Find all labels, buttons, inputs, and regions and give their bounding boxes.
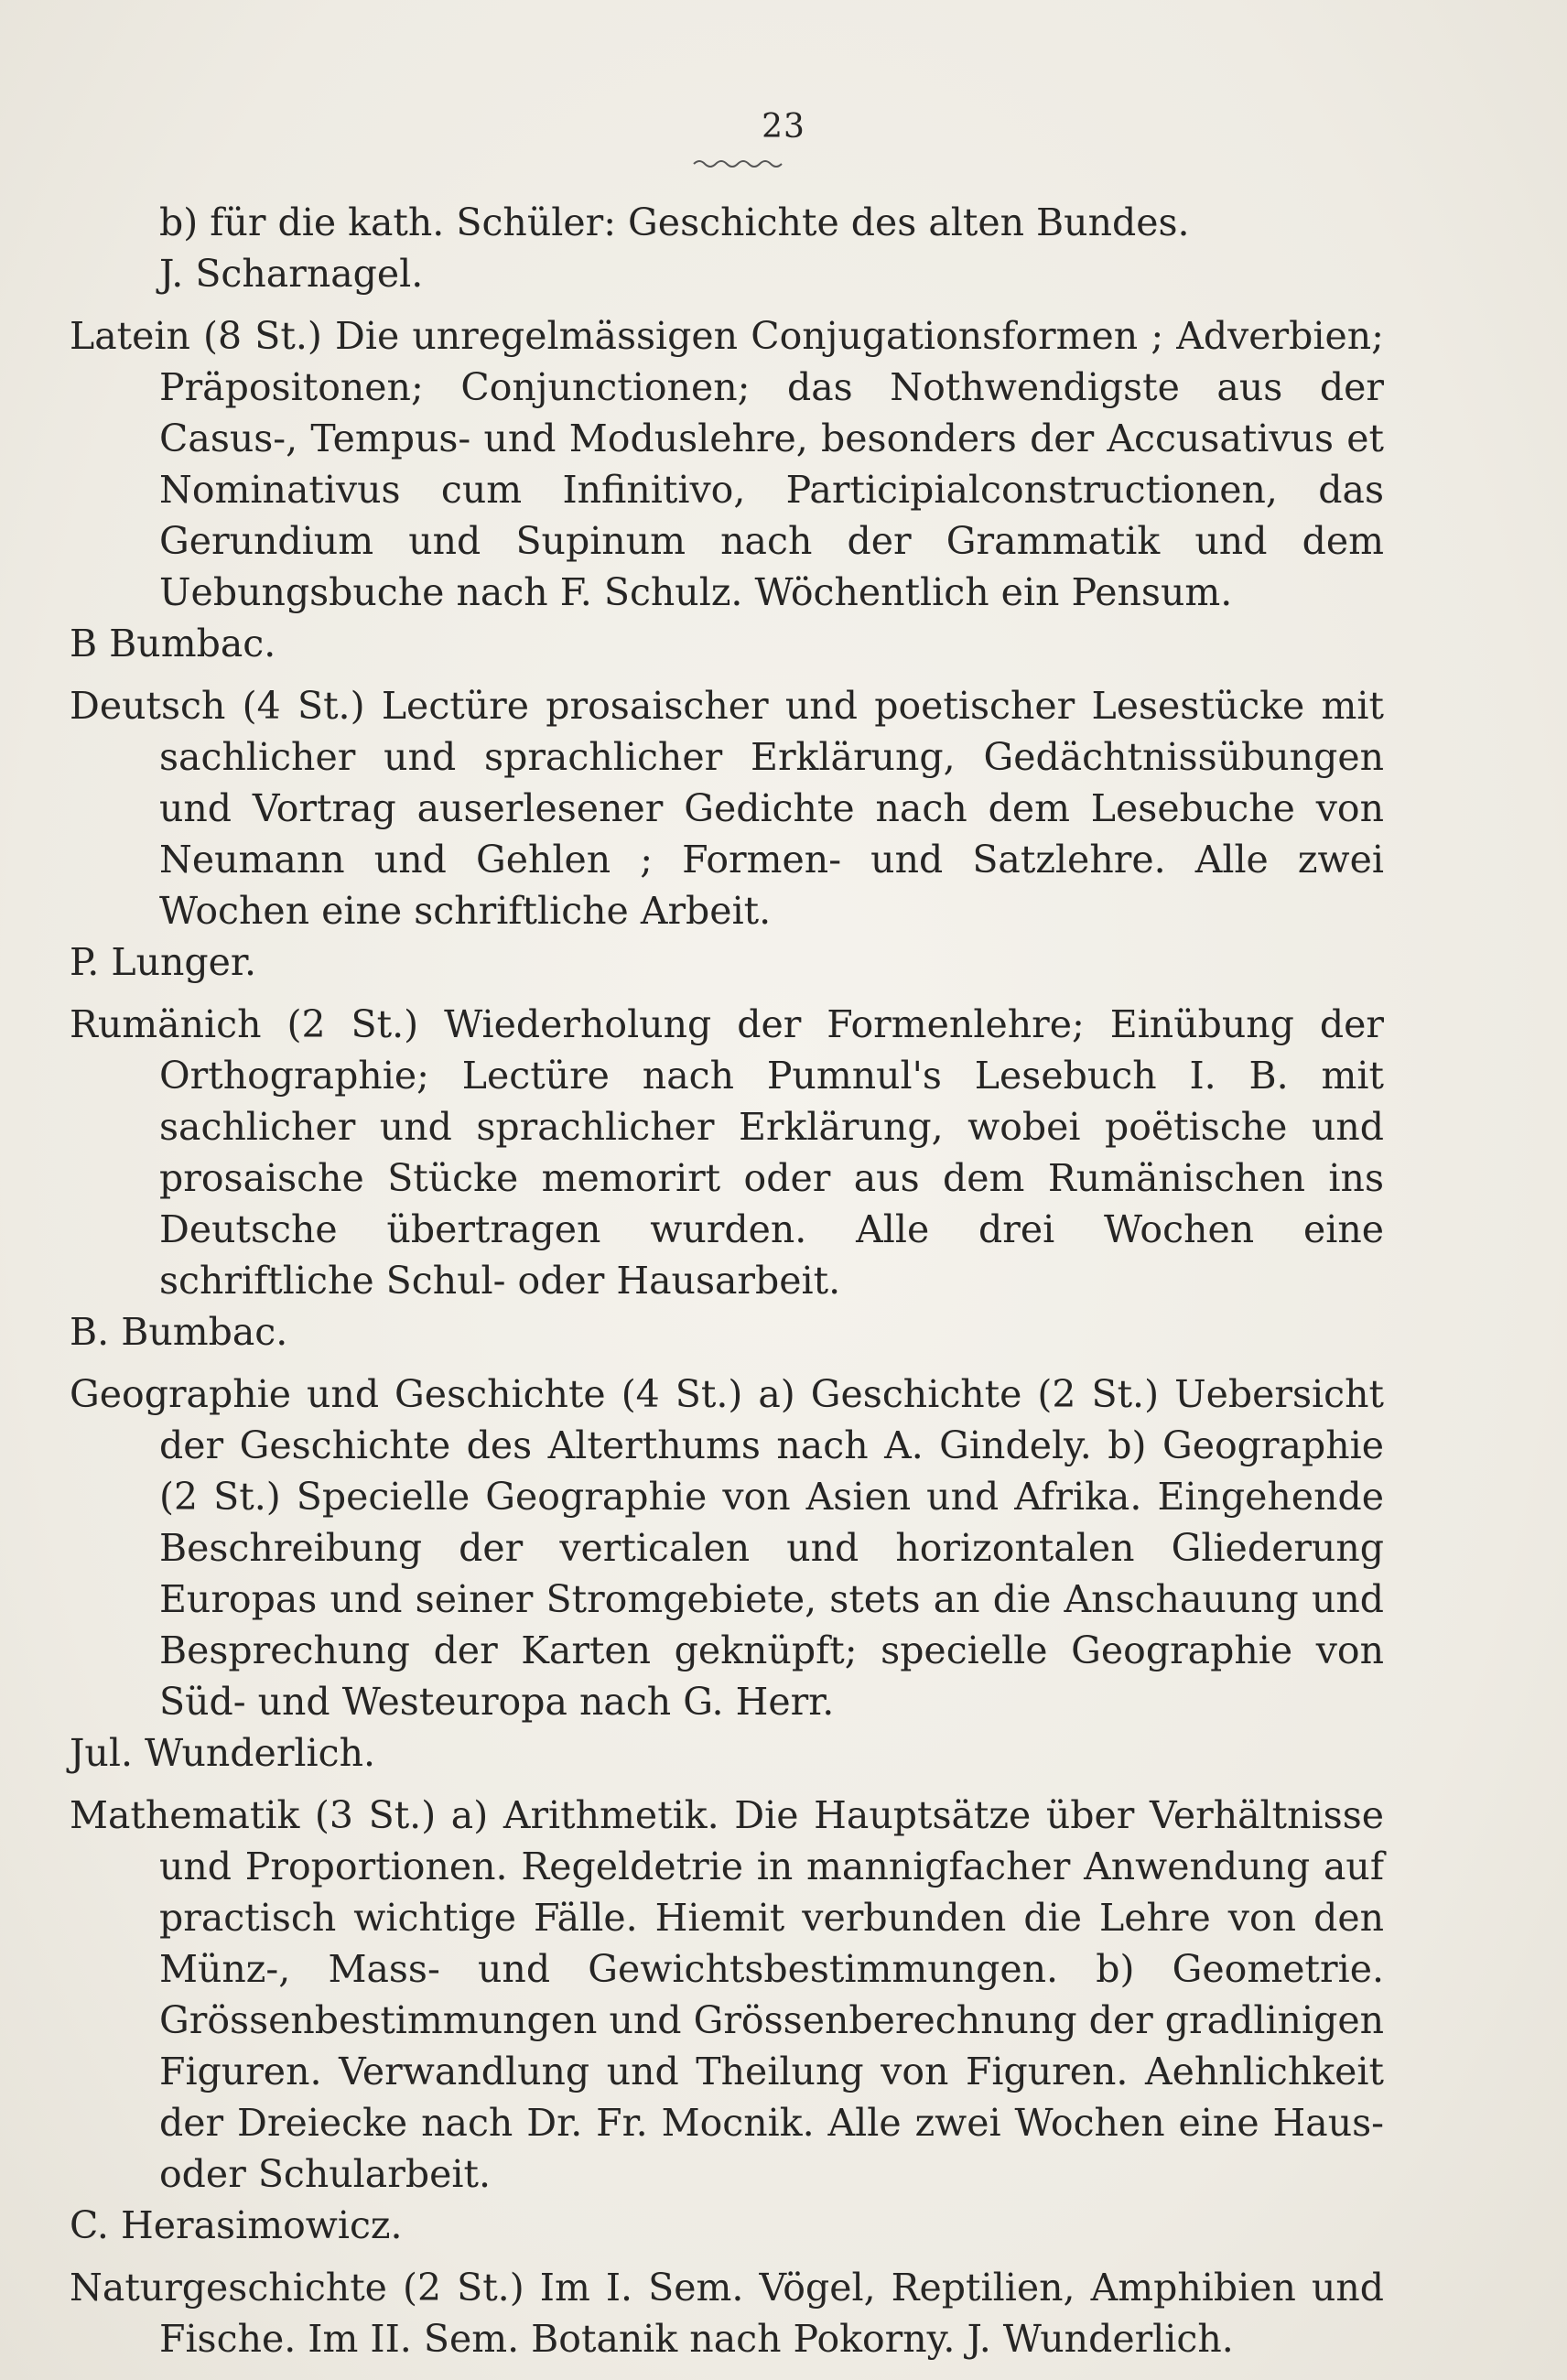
section-text: Latein (8 St.) Die unregelmässigen Conjugationsformen ; Adverbien; Präpositonen; Conjunctionen; das Nothwendigste aus der Casus-, Tempus- und Moduslehre, besonders der Accusativus et Nominativus cum Infinitivo, Participialconstructionen, das Gerundium und Supinum nach der Grammatik und dem Uebungsbuche nach F. Schulz. Wöchentlich ein Pensum. xyxy=(70,314,1384,614)
section-rumaenisch xyxy=(70,999,1384,1358)
section-naturgeschichte xyxy=(70,2262,1384,2364)
section-text: Deutsch (4 St.) Lectüre prosaischer und poetischer Lesestücke mit sachlicher und sprachlicher Erklärung, Gedächtnissübungen und Vortrag auserlesener Gedichte nach dem Lesebuche von Neumann und Gehlen ; Formen- und Satzlehre. Alle zwei Wochen eine schriftliche Arbeit. xyxy=(70,684,1384,933)
teacher-signature: B Bumbac. xyxy=(70,622,276,665)
section-text: b) für die kath. Schüler: Geschichte des alten Bundes. xyxy=(159,200,1190,244)
teacher-signature: J. Scharnagel. xyxy=(159,252,424,296)
section-text: Naturgeschichte (2 St.) Im I. Sem. Vögel, Reptilien, Amphibien und Fische. Im II. Sem. Botanik nach Pokorny. J. Wunderlich. xyxy=(70,2266,1384,2361)
teacher-signature: B. Bumbac. xyxy=(70,1310,288,1354)
section-geographie xyxy=(70,1368,1384,1779)
section-latein xyxy=(70,310,1384,669)
main-text xyxy=(70,197,1384,2375)
section-text: Geographie und Geschichte (4 St.) a) Geschichte (2 St.) Uebersicht der Geschichte des Alterthums nach A. Gindely. b) Geographie (2 St.) Specielle Geographie von Asien und Afrika. Eingehende Beschreibung der verticalen und horizontalen Gliederung Europas und seiner Stromgebiete, stets an die Anschauung und Besprechung der Karten geknüpft; specielle Geographie von Süd- und Westeuropa nach G. Herr. xyxy=(70,1372,1384,1724)
section-religion-catholic xyxy=(70,197,1384,299)
page-number: 23 xyxy=(762,108,805,146)
wavy-ornament-icon xyxy=(692,157,784,170)
section-deutsch xyxy=(70,680,1384,988)
teacher-signature: P. Lunger. xyxy=(70,940,257,984)
teacher-signature: Jul. Wunderlich. xyxy=(70,1731,376,1775)
section-text: Rumänich (2 St.) Wiederholung der Formenlehre; Einübung der Orthographie; Lectüre nach Pumnul's Lesebuch I. B. mit sachlicher und sprachlicher Erklärung, wobei poëtische und prosaische Stücke memorirt oder aus dem Rumänischen ins Deutsche übertragen wurden. Alle drei Wochen eine schriftliche Schul- oder Hausarbeit. xyxy=(70,1002,1384,1303)
section-text: Mathematik (3 St.) a) Arithmetik. Die Hauptsätze über Verhältnisse und Proportionen. Regeldetrie in mannigfacher Anwendung auf practisch wichtige Fälle. Hiemit verbunden die Lehre von den Münz-, Mass- und Gewichtsbestimmungen. b) Geometrie. Grössenbestimmungen und Grössenberechnung der gradlinigen Figuren. Verwandlung und Theilung von Figuren. Aehnlichkeit der Dreiecke nach Dr. Fr. Mocnik. Alle zwei Wochen eine Haus- oder Schularbeit. xyxy=(70,1793,1384,2196)
teacher-signature: C. Herasimowicz. xyxy=(70,2203,403,2247)
section-mathematik xyxy=(70,1790,1384,2251)
